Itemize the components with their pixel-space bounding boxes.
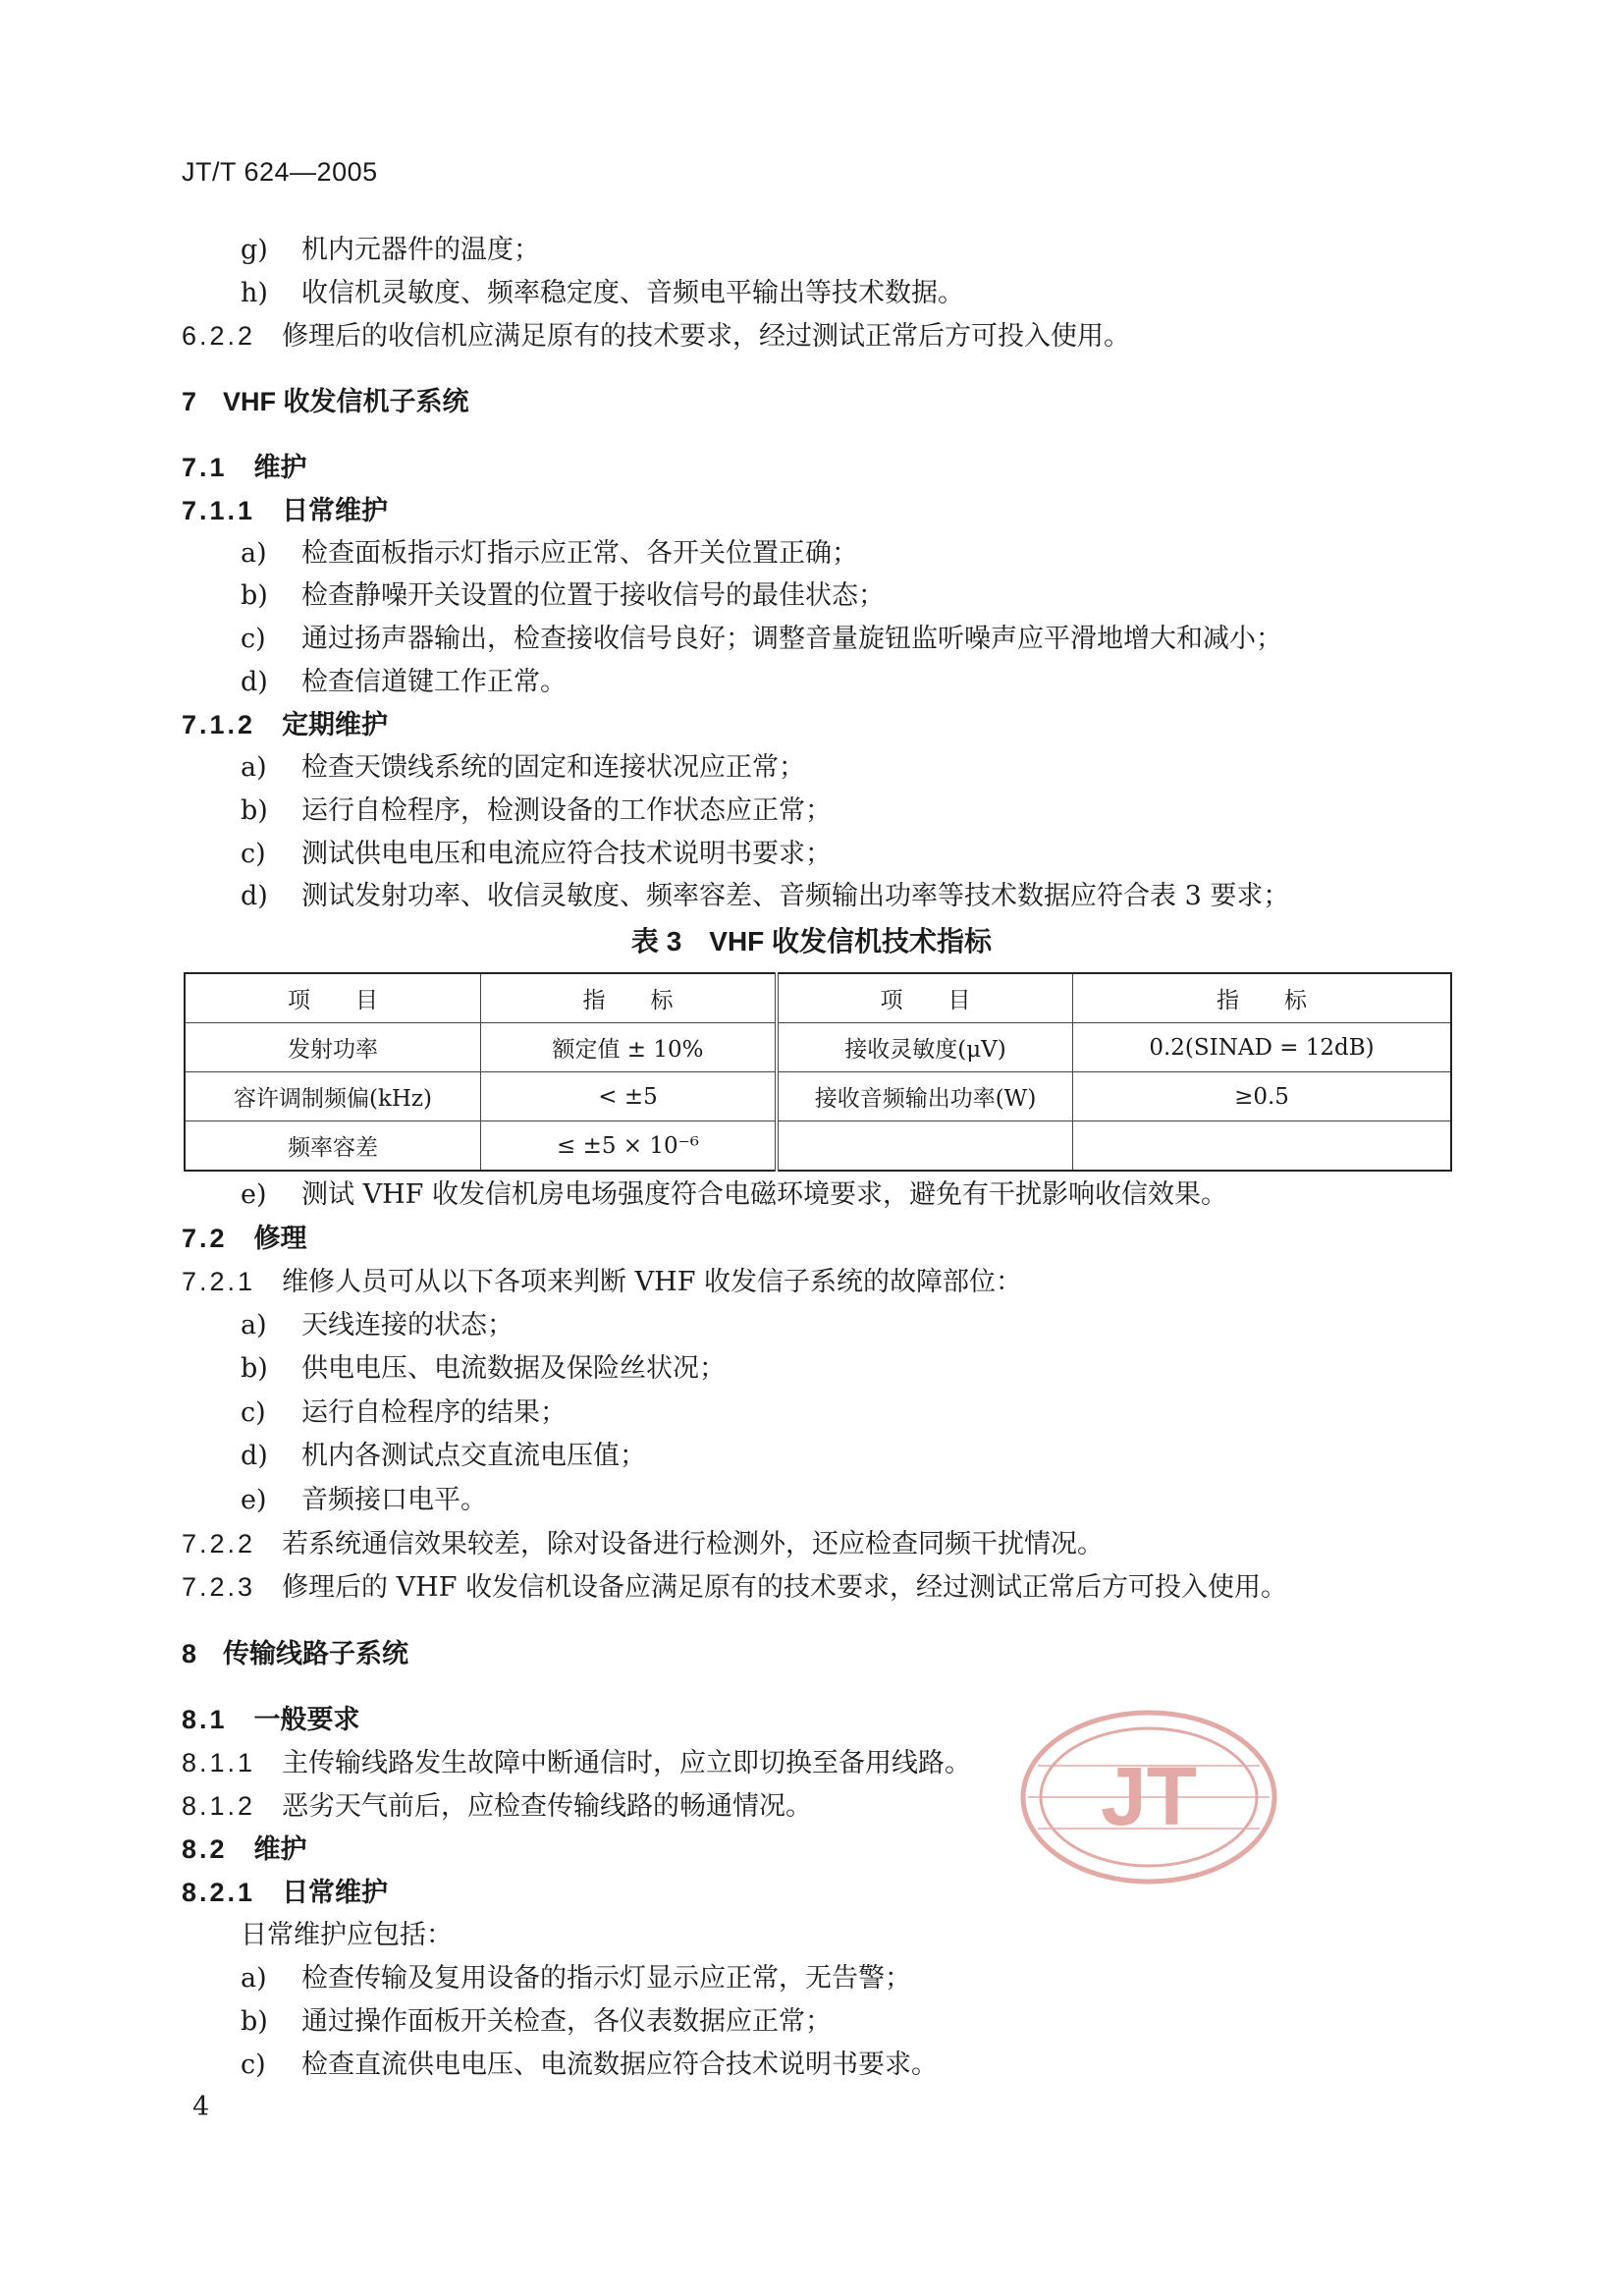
list-item-7-1-2-a: a) 检查天馈线系统的固定和连接状况应正常； [241, 752, 805, 783]
list-item-8-2-1-b: b) 通过操作面板开关检查，各仪表数据应正常； [241, 2006, 832, 2037]
table-cell: 接收灵敏度(μV) [777, 1023, 1073, 1072]
stamp-text: JT [1100, 1750, 1198, 1842]
table-caption: 表 3 VHF 收发信机技术指标 [630, 926, 993, 957]
page-number: 4 [192, 2092, 210, 2122]
table-header-cell: 项 目 [777, 973, 1073, 1023]
table-header-cell: 指 标 [1073, 973, 1452, 1023]
table-cell: 频率容差 [185, 1121, 481, 1172]
section-8-2-heading: 8.2 维护 [182, 1834, 307, 1864]
section-8-2-1-heading: 8.2.1 日常维护 [182, 1878, 389, 1907]
list-item-7-1-1-c: c) 通过扬声器输出，检查接收信号良好；调整音量旋钮监听噪声应平滑地增大和减小； [241, 624, 1282, 654]
list-item-7-2-1-e: e) 音频接口电平。 [241, 1485, 487, 1515]
table-row [185, 1072, 1451, 1121]
table-row [185, 1121, 1451, 1172]
list-item-7-1-1-b: b) 检查静噪开关设置的位置于接收信号的最佳状态； [241, 580, 885, 611]
list-item-7-1-2-c: c) 测试供电电压和电流应符合技术说明书要求； [241, 839, 832, 869]
list-item-7-2-1-c: c) 运行自检程序的结果； [241, 1397, 567, 1428]
list-item-8-2-1-c: c) 检查直流供电电压、电流数据应符合技术说明书要求。 [241, 2050, 938, 2080]
document-number: JT/T 624—2005 [182, 157, 378, 187]
list-item-7-2-1-a: a) 天线连接的状态； [241, 1310, 514, 1340]
clause-7-2-3: 7.2.3 修理后的 VHF 收发信机设备应满足原有的技术要求，经过测试正常后方可投入使用。 [182, 1572, 1288, 1603]
list-item-7-2-1-b: b) 供电电压、电流数据及保险丝状况； [241, 1353, 726, 1384]
table-header-row [185, 973, 1451, 1023]
list-item-7-1-2-d: d) 测试发射功率、收信灵敏度、频率容差、音频输出功率等技术数据应符合表 3 要求； [241, 881, 1290, 911]
list-item-7-2-1-d: d) 机内各测试点交直流电压值； [241, 1441, 646, 1471]
spec-table [184, 972, 1452, 1172]
jt-stamp-logo [1016, 1707, 1281, 1888]
list-item-h: h) 收信机灵敏度、频率稳定度、音频电平输出等技术数据。 [241, 278, 964, 308]
clause-7-2-2: 7.2.2 若系统通信效果较差，除对设备进行检测外，还应检查同频干扰情况。 [182, 1529, 1105, 1559]
clause-6-2-2: 6.2.2 修理后的收信机应满足原有的技术要求，经过测试正常后方可投入使用。 [182, 321, 1131, 352]
clause-8-2-1-intro: 日常维护应包括： [241, 1920, 453, 1950]
section-7-1-heading: 7.1 维护 [182, 453, 307, 482]
section-7-heading: 7 VHF 收发信机子系统 [182, 387, 469, 416]
list-item-7-1-2-e: e) 测试 VHF 收发信机房电场强度符合电磁环境要求，避免有干扰影响收信效果。 [241, 1179, 1227, 1210]
section-8-heading: 8 传输线路子系统 [182, 1639, 409, 1668]
table-cell [777, 1121, 1073, 1172]
table-cell: ≤ ±5 × 10⁻⁶ [481, 1121, 778, 1172]
list-item-8-2-1-a: a) 检查传输及复用设备的指示灯显示应正常，无告警； [241, 1963, 911, 1994]
list-item-7-1-1-a: a) 检查面板指示灯指示应正常、各开关位置正确； [241, 538, 858, 569]
table-header-cell: 指 标 [481, 973, 778, 1023]
section-7-2-heading: 7.2 修理 [182, 1224, 307, 1253]
clause-7-2-1: 7.2.1 维修人员可从以下各项来判断 VHF 收发信子系统的故障部位： [182, 1267, 1023, 1297]
table-cell [1073, 1121, 1452, 1172]
clause-8-1-1: 8.1.1 主传输线路发生故障中断通信时，应立即切换至备用线路。 [182, 1748, 972, 1778]
section-7-1-2-heading: 7.1.2 定期维护 [182, 710, 389, 739]
table-cell: 发射功率 [185, 1023, 481, 1072]
clause-8-1-2: 8.1.2 恶劣天气前后，应检查传输线路的畅通情况。 [182, 1791, 813, 1822]
table-header-cell: 项 目 [185, 973, 481, 1023]
table-row [185, 1023, 1451, 1072]
table-cell: < ±5 [481, 1072, 778, 1121]
table-cell: 0.2(SINAD = 12dB) [1073, 1023, 1452, 1072]
table-cell: 容许调制频偏(kHz) [185, 1072, 481, 1121]
table-cell: ≥0.5 [1073, 1072, 1452, 1121]
section-8-1-heading: 8.1 一般要求 [182, 1705, 360, 1734]
table-cell: 额定值 ± 10% [481, 1023, 778, 1072]
table-cell: 接收音频输出功率(W) [777, 1072, 1073, 1121]
list-item-g: g) 机内元器件的温度； [241, 235, 540, 265]
section-7-1-1-heading: 7.1.1 日常维护 [182, 496, 389, 525]
list-item-7-1-2-b: b) 运行自检程序，检测设备的工作状态应正常； [241, 795, 832, 826]
list-item-7-1-1-d: d) 检查信道键工作正常。 [241, 667, 567, 697]
